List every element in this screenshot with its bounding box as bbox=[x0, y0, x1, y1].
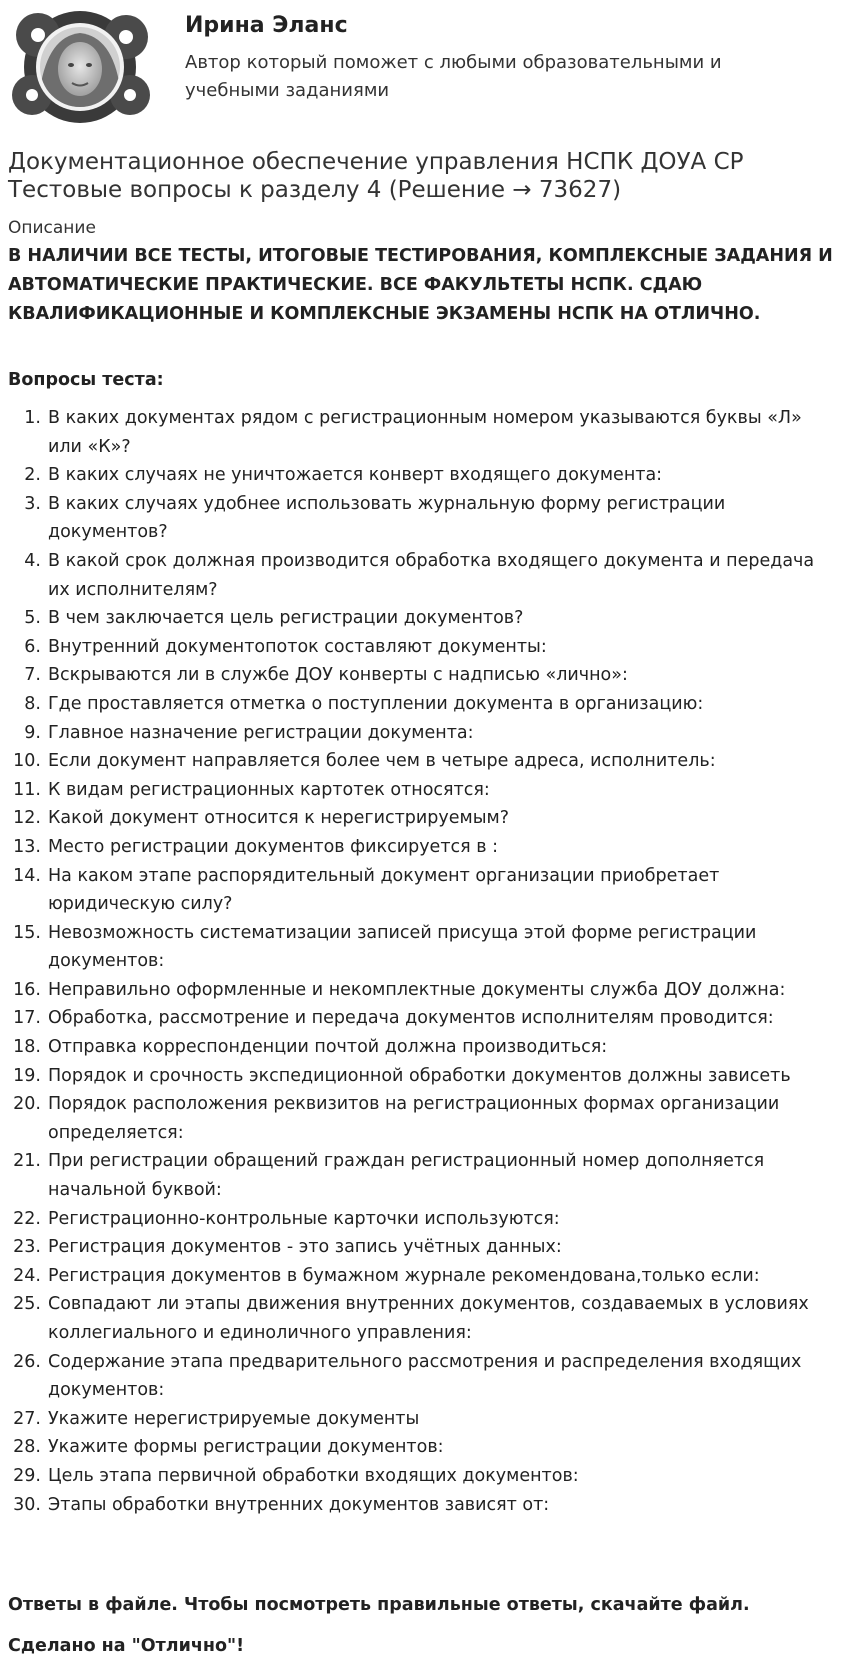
question-item bbox=[0, 633, 847, 662]
question-text: Совпадают ли этапы движения внутренних документов, создаваемых в условиях коллегиального и единоличного управления: bbox=[48, 1294, 809, 1343]
question-number: 16. bbox=[13, 979, 41, 1000]
question-text: Регистрация документов в бумажном журнале рекомендована,только если: bbox=[48, 1265, 760, 1286]
question-item bbox=[0, 1405, 847, 1434]
question-number: 22. bbox=[13, 1208, 41, 1229]
question-item bbox=[0, 1290, 847, 1347]
question-text: Если документ направляется более чем в четыре адреса, исполнитель: bbox=[48, 751, 716, 772]
description-lead: В НАЛИЧИИ ВСЕ ТЕСТЫ, ИТОГОВЫЕ ТЕСТИРОВАНИЯ, КОМПЛЕКСНЫЕ ЗАДАНИЯ И АВТОМАТИЧЕСКИЕ ПРАКТИЧЕСКИЕ. ВСЕ ФАКУЛЬТЕТЫ НСПК. СДАЮ КВАЛИФИКАЦИОННЫЕ И КОМПЛЕКСНЫЕ ЭКЗАМЕНЫ НСПК НА ОТЛИЧНО. bbox=[8, 246, 833, 324]
question-text: Вскрываются ли в службе ДОУ конверты с надписью «лично»: bbox=[48, 665, 628, 686]
question-text: Внутренний документопоток составляют документы: bbox=[48, 636, 547, 657]
question-number: 18. bbox=[13, 1037, 41, 1058]
question-number: 4. bbox=[24, 550, 41, 571]
question-text: При регистрации обращений граждан регистрационный номер дополняется начальной буквой: bbox=[48, 1151, 765, 1201]
question-item bbox=[0, 1147, 847, 1204]
question-item bbox=[0, 490, 847, 547]
question-item bbox=[0, 404, 847, 461]
question-item bbox=[0, 1462, 847, 1491]
question-item bbox=[0, 1233, 847, 1262]
question-number: 29. bbox=[13, 1465, 41, 1486]
question-number: 26. bbox=[13, 1351, 41, 1372]
question-item bbox=[0, 1491, 847, 1520]
question-item bbox=[0, 690, 847, 719]
question-item bbox=[0, 1348, 847, 1405]
question-item bbox=[0, 604, 847, 633]
question-item bbox=[0, 1033, 847, 1062]
questions-heading: Вопросы теста: bbox=[8, 370, 164, 390]
question-item bbox=[0, 1262, 847, 1291]
question-number: 30. bbox=[13, 1494, 41, 1515]
question-text: Место регистрации документов фиксируется в : bbox=[48, 836, 498, 857]
question-number: 1. bbox=[24, 408, 41, 428]
question-text: В каких случаях не уничтожается конверт входящего документа: bbox=[48, 465, 663, 486]
author-card bbox=[0, 0, 847, 130]
question-text: Содержание этапа предварительного рассмотрения и распределения входящих документов: bbox=[48, 1351, 802, 1401]
question-text: Какой документ относится к нерегистрируемым? bbox=[48, 808, 510, 829]
question-item bbox=[0, 862, 847, 919]
question-item bbox=[0, 661, 847, 690]
question-item bbox=[0, 804, 847, 833]
question-item bbox=[0, 547, 847, 604]
question-text: Неправильно оформленные и некомплектные документы служба ДОУ должна: bbox=[48, 979, 786, 1000]
question-number: 17. bbox=[13, 1008, 41, 1029]
question-number: 25. bbox=[13, 1294, 41, 1315]
question-text: В какой срок должная производится обработка входящего документа и передача их исполнителям? bbox=[48, 550, 815, 600]
question-text: Главное назначение регистрации документа: bbox=[48, 722, 474, 743]
question-item bbox=[0, 747, 847, 776]
question-number: 13. bbox=[13, 836, 41, 857]
question-item bbox=[0, 1004, 847, 1033]
question-number: 5. bbox=[24, 608, 41, 629]
question-number: 9. bbox=[24, 722, 41, 743]
question-number: 12. bbox=[13, 808, 41, 829]
question-number: 11. bbox=[13, 779, 41, 800]
question-text: Отправка корреспонденции почтой должна производиться: bbox=[48, 1037, 608, 1058]
question-number: 6. bbox=[24, 636, 41, 657]
question-item bbox=[0, 1090, 847, 1147]
question-item bbox=[0, 919, 847, 976]
question-text: В каких документах рядом с регистрационным номером указываются буквы «Л» или «К»? bbox=[48, 408, 802, 457]
question-number: 20. bbox=[13, 1094, 41, 1115]
question-text: Этапы обработки внутренних документов зависят от: bbox=[48, 1494, 550, 1515]
question-text: Укажите нерегистрируемые документы bbox=[48, 1408, 420, 1429]
question-text: Регистрационно-контрольные карточки используются: bbox=[48, 1208, 560, 1229]
question-text: Невозможность систематизации записей присуща этой форме регистрации документов: bbox=[48, 922, 757, 972]
question-number: 3. bbox=[24, 493, 41, 514]
quality-note: Сделано на "Отлично"! bbox=[8, 1636, 245, 1656]
questions-list bbox=[0, 404, 847, 1519]
question-number: 24. bbox=[13, 1265, 41, 1286]
question-item bbox=[0, 1062, 847, 1091]
author-name[interactable]: Ирина Эланс bbox=[185, 13, 348, 38]
question-number: 15. bbox=[13, 922, 41, 943]
question-number: 8. bbox=[24, 693, 41, 714]
question-text: Укажите формы регистрации документов: bbox=[48, 1437, 444, 1458]
question-number: 14. bbox=[13, 865, 41, 886]
question-text: В каких случаях удобнее использовать журнальную форму регистрации документов? bbox=[48, 493, 726, 543]
question-text: Обработка, рассмотрение и передача документов исполнителям проводится: bbox=[48, 1008, 774, 1029]
author-avatar[interactable] bbox=[8, 7, 153, 125]
answers-note: Ответы в файле. Чтобы посмотреть правильные ответы, скачайте файл. bbox=[8, 1595, 750, 1615]
question-number: 21. bbox=[13, 1151, 41, 1172]
document-title: Документационное обеспечение управления НСПК ДОУА СР Тестовые вопросы к разделу 4 (Решение → 73627) bbox=[8, 149, 744, 203]
question-number: 28. bbox=[13, 1437, 41, 1458]
question-item bbox=[0, 1205, 847, 1234]
question-text: В чем заключается цель регистрации документов? bbox=[48, 608, 524, 629]
question-item bbox=[0, 976, 847, 1005]
question-item bbox=[0, 719, 847, 748]
question-text: Порядок и срочность экспедиционной обработки документов должны зависеть bbox=[48, 1065, 791, 1086]
question-item bbox=[0, 776, 847, 805]
question-text: На каком этапе распорядительный документ организации приобретает юридическую силу? bbox=[48, 865, 720, 915]
question-text: Цель этапа первичной обработки входящих документов: bbox=[48, 1465, 579, 1486]
question-text: Порядок расположения реквизитов на регистрационных формах организации определяется: bbox=[48, 1094, 780, 1143]
description-label: Описание bbox=[8, 218, 96, 238]
question-item bbox=[0, 461, 847, 490]
question-number: 19. bbox=[13, 1065, 41, 1086]
question-number: 27. bbox=[13, 1408, 41, 1429]
question-number: 2. bbox=[24, 465, 41, 486]
question-item bbox=[0, 1433, 847, 1462]
question-number: 23. bbox=[13, 1237, 41, 1258]
question-item bbox=[0, 833, 847, 862]
author-description: Автор который поможет с любыми образовательными и учебными заданиями bbox=[185, 52, 722, 101]
question-text: Где проставляется отметка о поступлении документа в организацию: bbox=[48, 693, 704, 714]
question-text: Регистрация документов - это запись учётных данных: bbox=[48, 1237, 562, 1258]
question-number: 10. bbox=[13, 751, 41, 772]
question-number: 7. bbox=[24, 665, 41, 686]
question-text: К видам регистрационных картотек относятся: bbox=[48, 779, 490, 800]
